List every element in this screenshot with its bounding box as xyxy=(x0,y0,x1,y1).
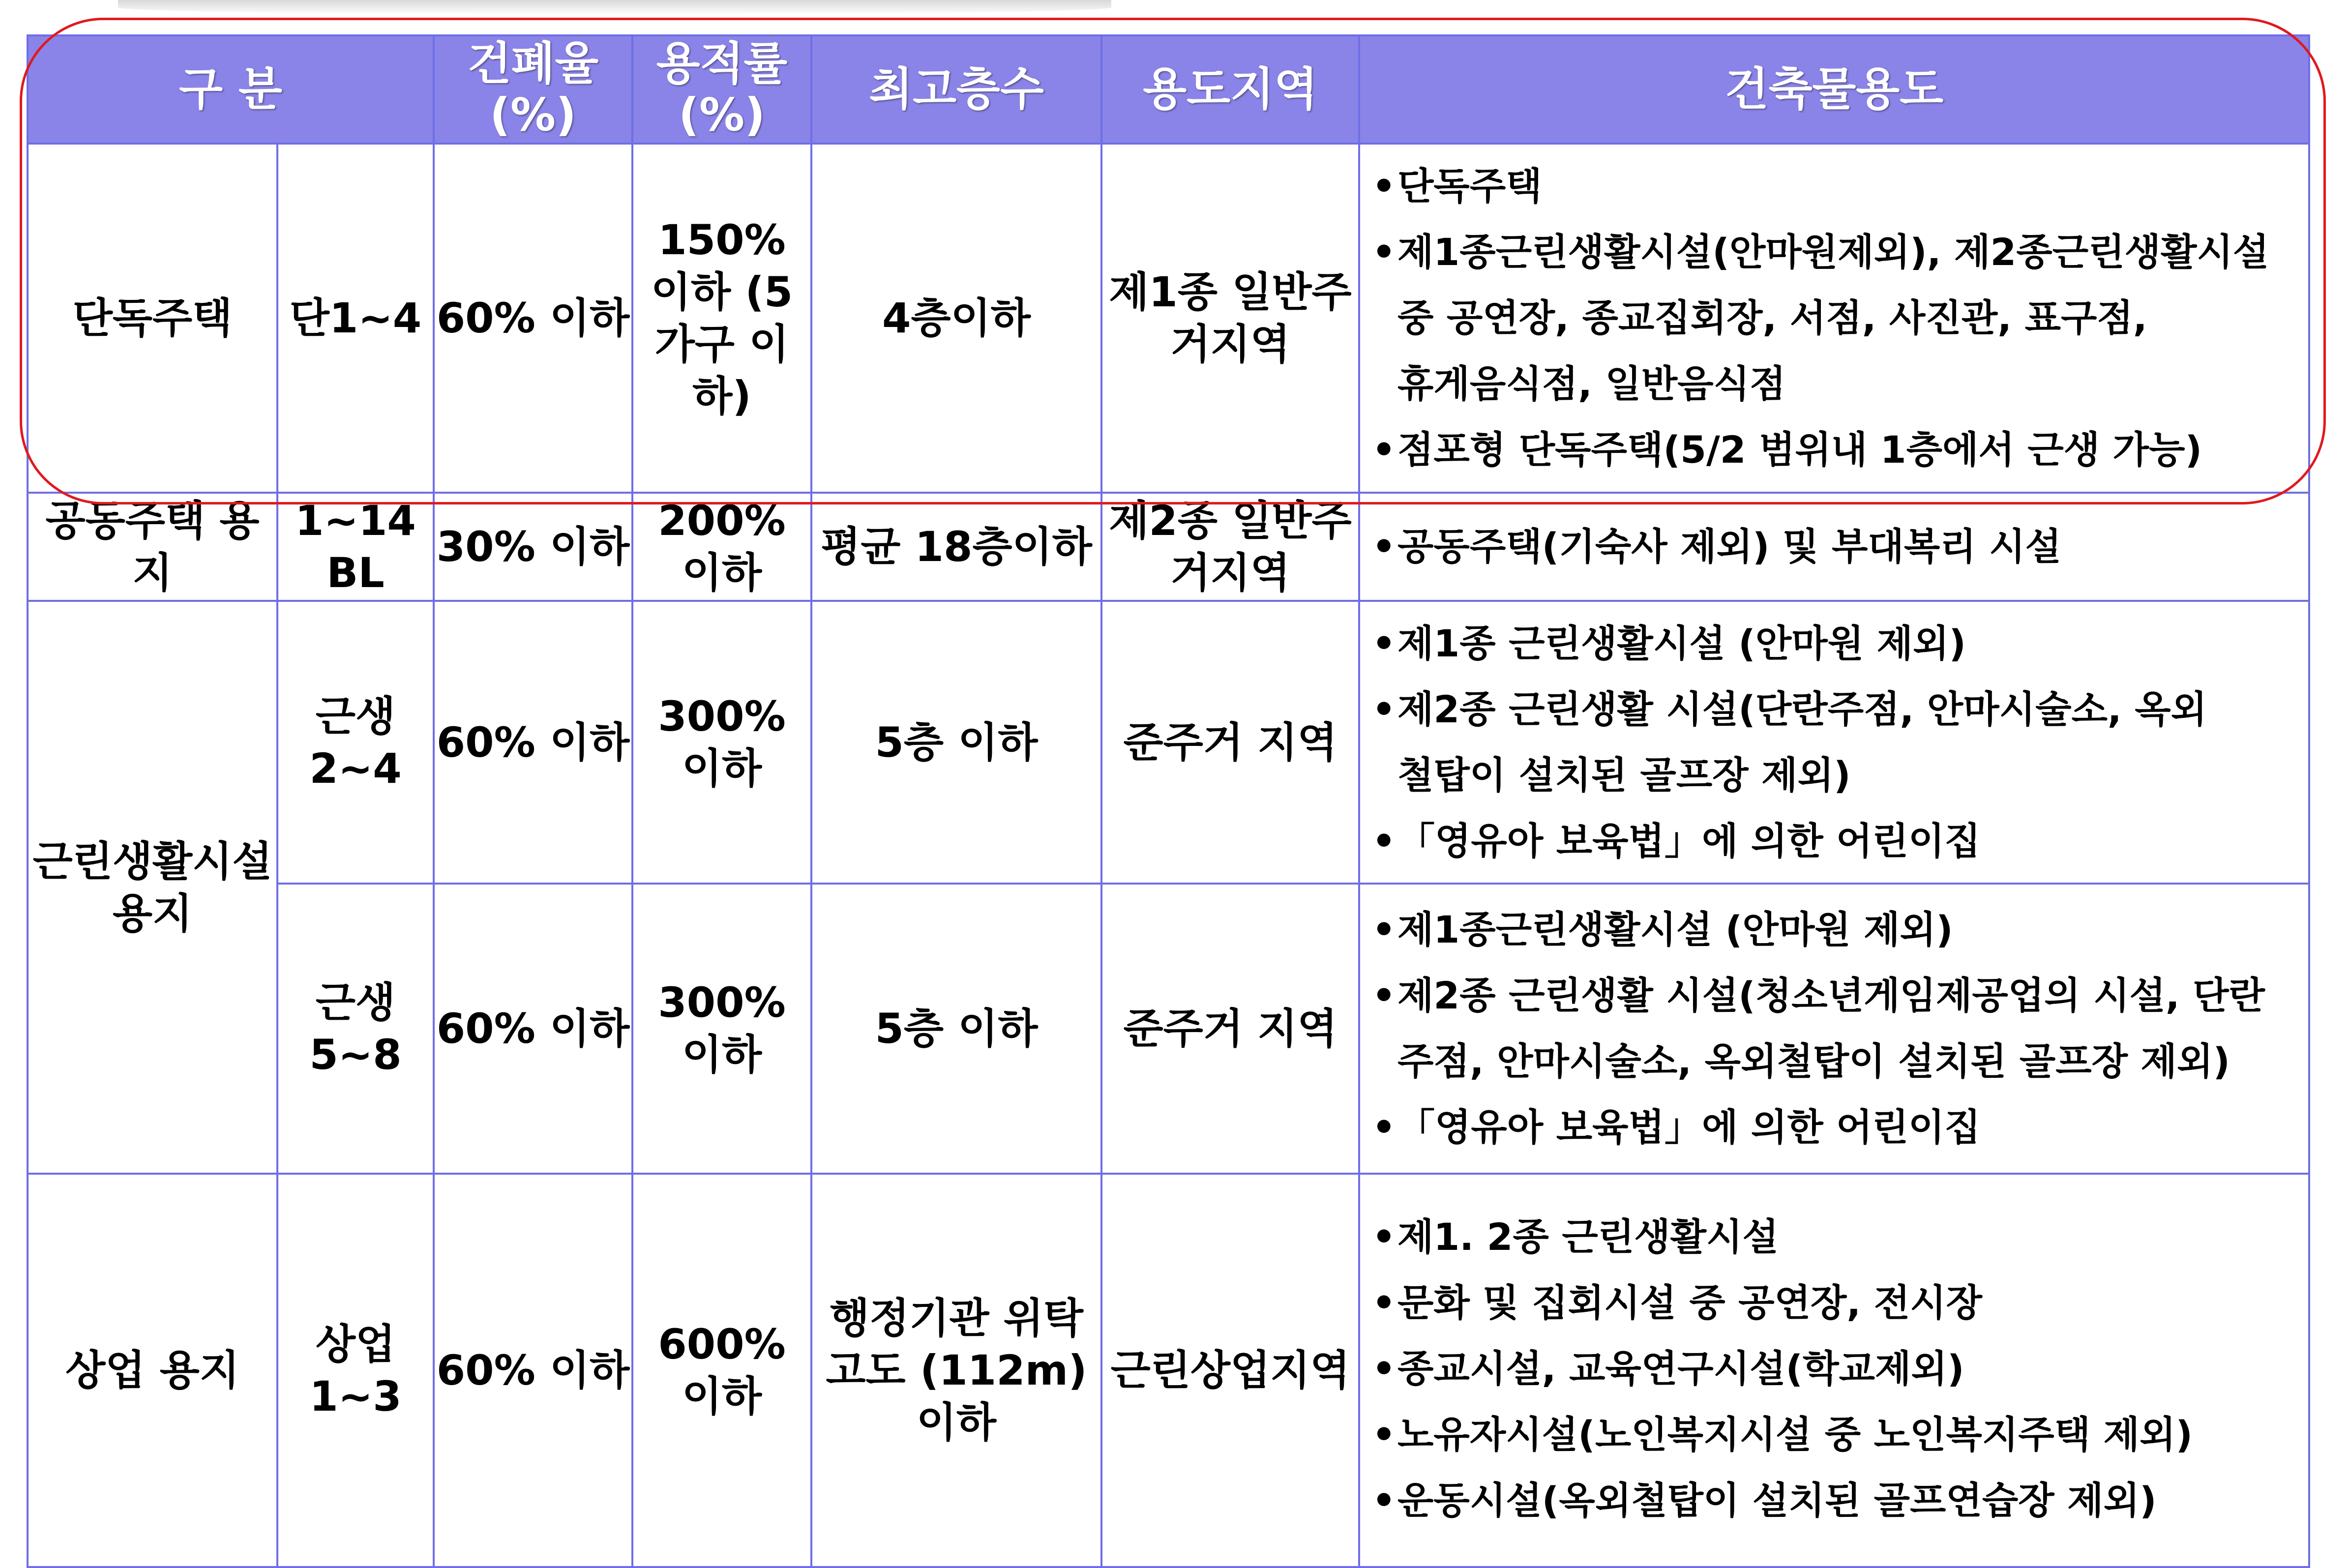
row-category: 근린생활시설 용지 xyxy=(28,601,277,1174)
use-item-continued: 휴게음식점, 일반음식점 xyxy=(1397,362,1786,406)
row-floors: 행정기관 위탁고도 (112m) 이하 xyxy=(811,1174,1101,1567)
use-item: •제1. 2종 근린생활시설 xyxy=(1372,1215,1779,1259)
use-item: •공동주택(기숙사 제외) 및 부대복리 시설 xyxy=(1372,525,2061,568)
use-item: •제1종근린생활시설(안마원제외), 제2종근린생활시설 xyxy=(1372,230,2269,274)
row-zone: 준주거 지역 xyxy=(1101,601,1359,884)
use-item: •제1종근린생활시설 (안마원 제외) xyxy=(1372,908,1953,951)
use-item: •운동시설(옥외철탑이 설치된 골프연습장 제외) xyxy=(1372,1479,2157,1522)
header-far: 용적률 (%) xyxy=(632,35,811,144)
row-floors: 5층 이하 xyxy=(811,601,1101,884)
row-floors: 4층이하 xyxy=(811,144,1101,493)
use-item: •제2종 근린생활 시설(청소년게임제공업의 시설, 단란 xyxy=(1372,974,2265,1017)
table-row xyxy=(28,601,2309,884)
row-zone: 준주거 지역 xyxy=(1101,884,1359,1174)
row-category: 공동주택 용지 xyxy=(28,493,277,601)
row-block: 단1~4 xyxy=(277,144,434,493)
row-coverage: 30% 이하 xyxy=(434,493,632,601)
row-block: 1~14 BL xyxy=(277,493,434,601)
zoning-table xyxy=(27,34,2310,1568)
row-uses xyxy=(1359,1174,2309,1567)
use-item: •점포형 단독주택(5/2 범위내 1층에서 근생 가능) xyxy=(1372,428,2202,472)
table-row xyxy=(28,493,2309,601)
use-item: •문화 및 집회시설 중 공연장, 전시장 xyxy=(1372,1281,1982,1325)
row-uses xyxy=(1359,493,2309,601)
use-item: •종교시설, 교육연구시설(학교제외) xyxy=(1372,1347,1964,1390)
row-far: 300% 이하 xyxy=(632,601,811,884)
use-item: •노유자시설(노인복지시설 중 노인복지주택 제외) xyxy=(1372,1413,2193,1456)
header-row xyxy=(28,35,2309,144)
header-coverage: 건폐율 (%) xyxy=(434,35,632,144)
use-item-continued: 주점, 안마시술소, 옥외철탑이 설치된 골프장 제외) xyxy=(1397,1039,2230,1083)
use-item-continued: 철탑이 설치된 골프장 제외) xyxy=(1397,753,1851,797)
row-uses xyxy=(1359,601,2309,884)
row-far: 150% 이하 (5가구 이하) xyxy=(632,144,811,493)
row-coverage: 60% 이하 xyxy=(434,601,632,884)
row-category: 상업 용지 xyxy=(28,1174,277,1567)
row-floors: 5층 이하 xyxy=(811,884,1101,1174)
use-item-continued: 중 공연장, 종교집회장, 서점, 사진관, 표구점, xyxy=(1397,296,2147,340)
row-block: 근생 2~4 xyxy=(277,601,434,884)
row-far: 300% 이하 xyxy=(632,884,811,1174)
use-item: •「영유아 보육법」에 의한 어린이집 xyxy=(1372,1105,1981,1149)
row-block: 근생 5~8 xyxy=(277,884,434,1174)
top-shadow xyxy=(118,0,1111,15)
table-row xyxy=(28,1174,2309,1567)
row-floors: 평균 18층이하 xyxy=(811,493,1101,601)
use-item: •제2종 근린생활 시설(단란주점, 안마시술소, 옥외 xyxy=(1372,687,2207,731)
table-row xyxy=(28,884,2309,1174)
header-max-floors: 최고층수 xyxy=(811,35,1101,144)
row-coverage: 60% 이하 xyxy=(434,1174,632,1567)
header-uses: 건축물용도 xyxy=(1359,35,2309,144)
table-row xyxy=(28,144,2309,493)
row-block: 상업 1~3 xyxy=(277,1174,434,1567)
row-far: 200% 이하 xyxy=(632,493,811,601)
row-zone: 제1종 일반주거지역 xyxy=(1101,144,1359,493)
use-item: •제1종 근린생활시설 (안마원 제외) xyxy=(1372,621,1966,665)
row-coverage: 60% 이하 xyxy=(434,884,632,1174)
row-coverage: 60% 이하 xyxy=(434,144,632,493)
row-zone: 제2종 일반주거지역 xyxy=(1101,493,1359,601)
header-category: 구 분 xyxy=(28,35,434,144)
row-category: 단독주택 xyxy=(28,144,277,493)
row-uses xyxy=(1359,884,2309,1174)
row-uses xyxy=(1359,144,2309,493)
use-item: •「영유아 보육법」에 의한 어린이집 xyxy=(1372,819,1981,863)
row-zone: 근린상업지역 xyxy=(1101,1174,1359,1567)
row-far: 600% 이하 xyxy=(632,1174,811,1567)
use-item: •단독주택 xyxy=(1372,164,1542,208)
header-zone: 용도지역 xyxy=(1101,35,1359,144)
